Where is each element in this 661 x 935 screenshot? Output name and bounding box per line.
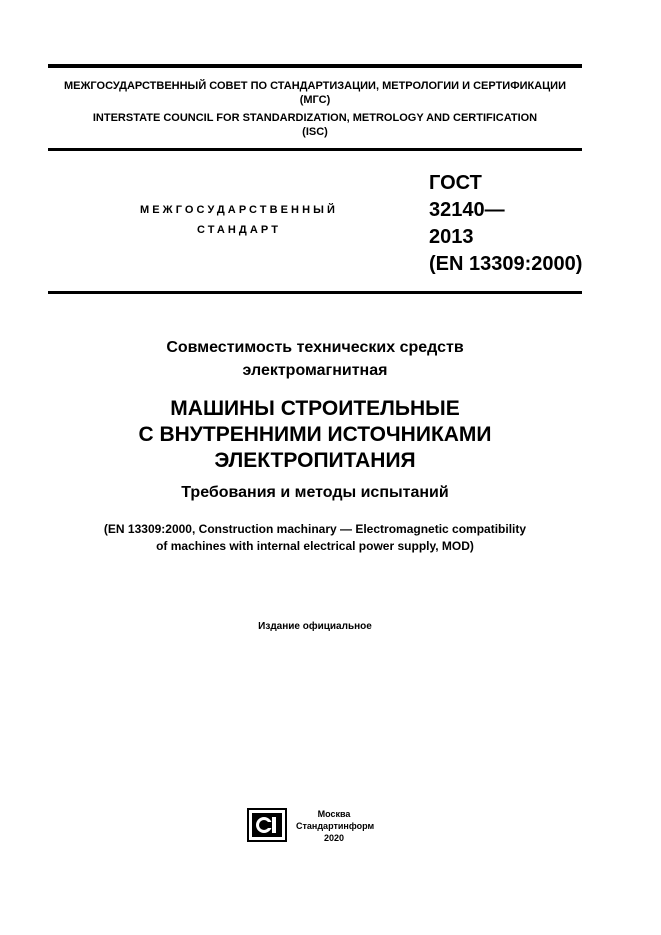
en-reference-line2: of machines with internal electrical power supply, MOD) [156, 539, 474, 553]
top-rule-thick [48, 64, 582, 68]
standard-type-line1: МЕЖГОСУДАРСТВЕННЫЙ [139, 204, 339, 216]
standard-type-line2: СТАНДАРТ [196, 224, 282, 236]
official-edition-label: Издание официальное [258, 621, 372, 632]
main-title-line1: МАШИНЫ СТРОИТЕЛЬНЫЕ [170, 397, 460, 420]
subtitle-line1: Совместимость технических средств [166, 339, 464, 356]
designation-prefix: ГОСТ [429, 172, 482, 194]
council-abbr-en: (ISC) [302, 126, 328, 138]
main-title [48, 396, 582, 474]
main-title-line2: С ВНУТРЕННИМИ ИСТОЧНИКАМИ [138, 423, 492, 446]
publisher-year: 2020 [323, 833, 345, 843]
council-abbr-ru: (МГС) [299, 94, 331, 106]
designation-number: 32140— [429, 199, 505, 221]
council-name-en: INTERSTATE COUNCIL FOR STANDARDIZATION, METROLOGY AND CERTIFICATION [92, 112, 538, 124]
designation-year: 2013 [429, 226, 474, 248]
en-reference [48, 521, 582, 555]
en-reference-line1: (EN 13309:2000, Construction machinary — Electromagnetic compatibility [103, 522, 527, 536]
publisher-name: Стандартинформ [296, 821, 375, 831]
council-name-ru: МЕЖГОСУДАРСТВЕННЫЙ СОВЕТ ПО СТАНДАРТИЗАЦИИ, МЕТРОЛОГИИ И СЕРТИФИКАЦИИ [63, 80, 566, 92]
publisher-block [296, 808, 375, 844]
subtitle [48, 336, 582, 382]
header-rule [48, 148, 582, 151]
designation-rule [48, 291, 582, 294]
subtitle-line2: электромагнитная [242, 362, 388, 379]
designation-equivalent: (EN 13309:2000) [429, 253, 583, 275]
requirements-title: Требования и методы испытаний [181, 484, 449, 501]
designation-block [429, 170, 582, 278]
main-title-line3: ЭЛЕКТРОПИТАНИЯ [214, 449, 416, 472]
standartinform-logo [247, 808, 287, 842]
publisher-city: Москва [317, 809, 351, 819]
